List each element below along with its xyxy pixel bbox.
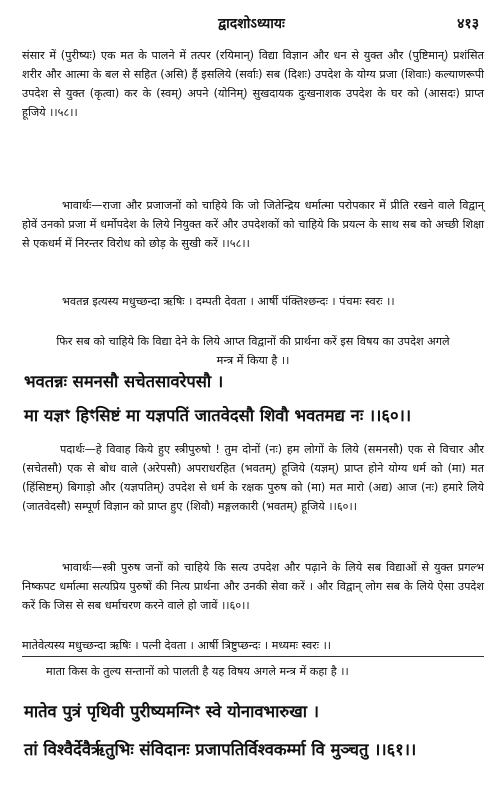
divider-line xyxy=(22,656,484,657)
mantra-61-line-2: तां विश्वैर्देवैर्ऋतुभिः संविदानः प्रजापतिर्विश्वकर्म्मा वि मुञ्चतु ।।६१।। xyxy=(24,740,417,759)
padartha-paragraph-60: पदार्थः—हे विवाह किये हुए स्त्रीपुरुषो ! तुम दोनों (नः) हम लोगों के लिये (समनसौ) एक से विचार और (सचेतसौ) एक से बोध वाले (अरेपसौ) अपराधरहित (भवतम्) हूजिये (यज्ञम्) प्राप्त होने योग्य धर्म को (मा) मत (हिंसिष्टम्) बिगाड़ो और (यज्ञपतिम्) उपदेश से धर्म के रक्षक पुरुष को (मा) मत मारो (अद्य) आज (नः) हमारे लिये (जातवेदसौ) सम्पूर्ण विज्ञान को प्राप्त हुए (शिवौ) मङ्गलकारी (भवतम्) हूजिये ।।६०।। xyxy=(22,443,484,513)
rishi-devata-line-59: भवतन्न इत्यस्य मधुच्छन्दा ऋषिः । दम्पती देवता । आर्षी पंक्तिश्छन्दः । पंचमः स्वरः ।। xyxy=(62,295,395,308)
bhavartha-paragraph-58: भावार्थः—राजा और प्रजाजनों को चाहिये कि जो जितेन्द्रिय धर्मात्मा परोपकार में प्रीति रखने वाले विद्वान् होवें उनको प्रजा में धर्मोपदेश के लिये नियुक्त करें और उपदेशकों को चाहिये कि प्रयत्न के साथ सब को अच्छी शिक्षा से एकधर्म में निरन्तर विरोध को छोड़ के सुखी करें ।।५८।। xyxy=(22,199,484,250)
mantra-intro-59: फिर सब को चाहिये कि विद्या देने के लिये आप्त विद्वानों की प्रार्थना करें इस विषय का उपदेश अगले मन्त्र में किया है ।। xyxy=(56,335,450,367)
mantra-line-1: भवतन्नः समनसौ सचेतसावरेपसौ । xyxy=(24,372,224,391)
rishi-devata-line-61: मातेवेत्यस्य मधुच्छन्दा ऋषिः । पत्नी देवता । आर्षी त्रिष्टुप्छन्दः । मध्यमः स्वरः ।। xyxy=(22,639,332,652)
padartha-paragraph-58: संसार में (पुरीष्यः) एक मत के पालने में तत्पर (रयिमान्) विद्या विज्ञान और धन से युक्त और (पुष्टिमान्) प्रशंसित शरीर और आत्मा के बल से सहित (असि) हैं इसलिये (सर्वाः) सब (दिशः) उपदेश के योग्य प्रजा (शिवाः) कल्याणरूपी उपदेश से युक्त (कृत्वा) कर के (स्वम्) अपने (योनिम्) सुखदायक दुःखनाशक उपदेश के घर को (आसदः) प्राप्त हूजिये ।।५८।। xyxy=(22,49,484,119)
mantra-line-2: मा यज्ञꣳ हिꣳसिष्टं मा यज्ञपतिं जातवेदसौ शिवौ भवतमद्य नः ।।६०।। xyxy=(24,406,412,425)
page-number: ४१३ xyxy=(457,16,479,32)
running-title: द्वादशोऽध्यायः xyxy=(218,16,285,32)
page-header xyxy=(0,14,503,36)
mantra-intro-61: माता किस के तुल्य सन्तानों को पालती है यह विषय अगले मन्त्र में कहा है ।। xyxy=(46,665,349,678)
mantra-61-line-1: मातेव पुत्रं पृथिवी पुरीष्यमग्निꣳ स्वे योनावभारुखा । xyxy=(24,702,320,721)
bhavartha-paragraph-60: भावार्थः—स्त्री पुरुष जनों को चाहिये कि सत्य उपदेश और पढ़ाने के लिये सब विद्याओं से युक्त प्रगल्भ निष्कपट धर्मात्मा सत्यप्रिय पुरुषों की नित्य प्रार्थना और उनकी सेवा करें । और विद्वान् लोग सब के लिये ऐसा उपदेश करें कि जिस से सब धर्माचरण करने वाले हो जावें ।।६०।। xyxy=(22,561,484,612)
